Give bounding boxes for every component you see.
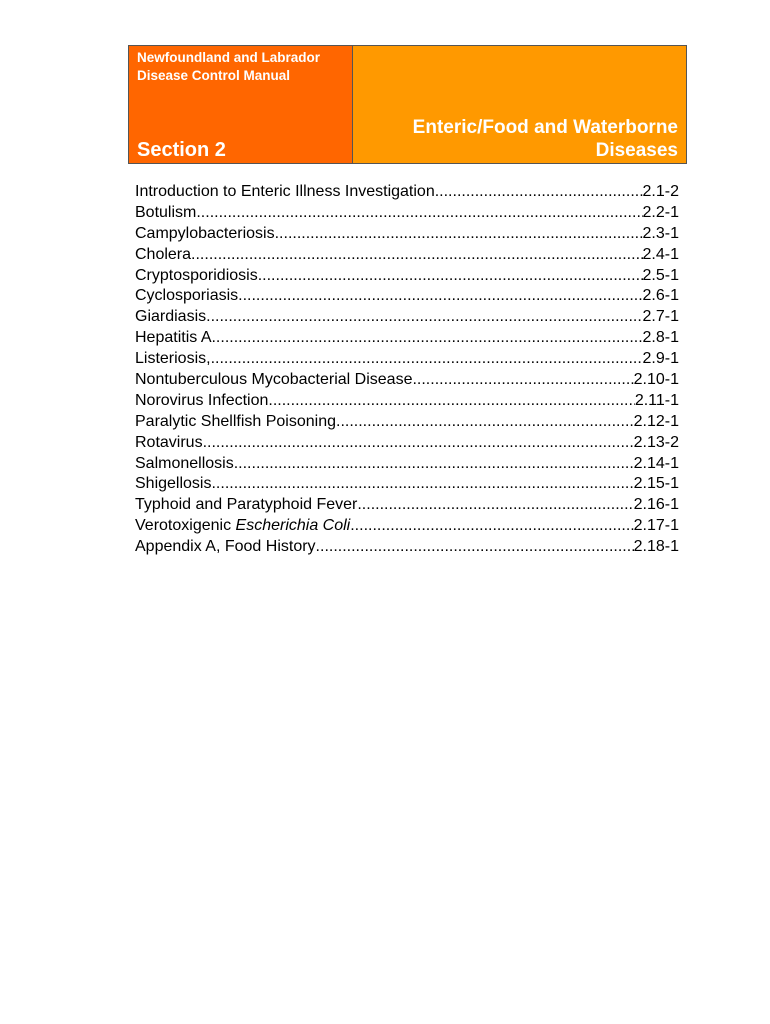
toc-entry[interactable] — [135, 454, 679, 475]
manual-title — [137, 49, 320, 85]
toc-dot-leader — [412, 370, 633, 391]
toc-entry-title-text: Nontuberculous Mycobacterial Disease — [135, 371, 413, 389]
toc-dot-leader — [203, 433, 634, 454]
toc-entry-title — [135, 349, 211, 370]
toc-entry-title-italic: Escherichia Coli — [235, 517, 351, 535]
toc-entry[interactable] — [135, 245, 679, 266]
toc-dot-leader — [211, 328, 642, 349]
toc-entry-title — [135, 182, 435, 203]
toc-entry[interactable] — [135, 266, 679, 287]
toc-entry-title — [135, 245, 191, 266]
toc-entry-title-text: Introduction to Enteric Illness Investigation — [135, 183, 435, 200]
toc-entry[interactable] — [135, 516, 679, 537]
toc-entry-page: 2.18-1 — [633, 538, 679, 556]
toc-dot-leader — [234, 454, 634, 475]
toc-entry-title — [135, 537, 316, 558]
toc-entry-title — [135, 495, 357, 516]
manual-title-line-1: Newfoundland and Labrador — [137, 50, 321, 65]
toc-entry-title-text: Listeriosis, — [135, 350, 211, 368]
section-number: Section 2 — [137, 139, 226, 161]
table-of-contents — [135, 182, 679, 558]
toc-entry-page: 2.9-1 — [642, 350, 679, 368]
toc-entry-page: 2.6-1 — [642, 287, 679, 305]
toc-entry-page: 2.4-1 — [642, 245, 679, 263]
toc-entry-title-text: Verotoxigenic — [135, 517, 232, 535]
toc-entry-page: 2.13-2 — [633, 433, 679, 451]
toc-entry-title — [135, 203, 196, 224]
toc-entry[interactable] — [135, 391, 679, 412]
section-header — [128, 45, 687, 164]
toc-entry[interactable] — [135, 182, 679, 203]
toc-entry-title — [135, 516, 350, 537]
toc-entry-page: 2.11-1 — [634, 391, 679, 409]
header-left-panel — [129, 46, 353, 163]
toc-entry[interactable] — [135, 412, 679, 433]
toc-entry-title — [135, 412, 336, 433]
toc-entry[interactable] — [135, 370, 679, 391]
toc-entry-title — [135, 307, 211, 328]
toc-entry-title-text: Campylobacteriosis — [135, 224, 275, 242]
toc-dot-leader — [211, 474, 633, 495]
toc-entry-page: 2.8-1 — [642, 329, 679, 347]
toc-entry[interactable] — [135, 537, 679, 558]
toc-dot-leader — [191, 245, 643, 266]
toc-dot-leader — [435, 182, 643, 203]
header-right-panel — [353, 46, 686, 163]
toc-entry-title-text: Norovirus Infection — [135, 391, 269, 409]
toc-entry-page: 2.3-1 — [642, 224, 679, 242]
toc-dot-leader — [275, 224, 643, 245]
toc-entry-title-text: Cryptosporidiosis — [135, 266, 258, 284]
toc-entry-title-text: Salmonellosis — [135, 454, 234, 472]
toc-entry-page: 2.7-1 — [642, 308, 679, 326]
toc-entry-title-text: Botulism — [135, 203, 197, 221]
toc-dot-leader — [238, 286, 642, 307]
toc-entry[interactable] — [135, 224, 679, 245]
toc-entry-page: 2.14-1 — [633, 454, 679, 472]
toc-entry-title — [135, 328, 211, 349]
toc-entry-title-text: Appendix A, Food History — [135, 538, 316, 556]
toc-entry-title-text: Cyclosporiasis — [135, 287, 239, 305]
toc-dot-leader — [268, 391, 634, 412]
toc-entry-page: 2.16-1 — [633, 496, 679, 514]
toc-entry-page: 2.17-1 — [633, 517, 679, 535]
toc-dot-leader — [258, 266, 643, 287]
section-title — [413, 116, 678, 162]
toc-dot-leader — [316, 537, 634, 558]
toc-dot-leader — [336, 412, 634, 433]
toc-entry[interactable] — [135, 433, 679, 454]
toc-entry-title — [135, 454, 234, 475]
section-title-line-2: Diseases — [595, 140, 678, 161]
toc-entry-title — [135, 370, 412, 391]
toc-dot-leader — [211, 307, 643, 328]
section-title-line-1: Enteric/Food and Waterborne — [412, 117, 678, 138]
toc-entry-page: 2.2-1 — [642, 203, 679, 221]
toc-entry-title-text: Rotavirus — [135, 433, 203, 451]
toc-entry[interactable] — [135, 495, 679, 516]
toc-entry-page: 2.12-1 — [633, 412, 679, 430]
toc-entry-page: 2.5-1 — [642, 266, 679, 284]
toc-entry-title — [135, 474, 211, 495]
toc-entry[interactable] — [135, 286, 679, 307]
toc-entry-title — [135, 266, 258, 287]
toc-entry-title — [135, 391, 268, 412]
toc-entry[interactable] — [135, 349, 679, 370]
toc-dot-leader — [196, 203, 642, 224]
toc-entry-title — [135, 433, 203, 454]
toc-entry-title-text: Giardiasis. — [135, 308, 211, 326]
toc-entry-title — [135, 286, 238, 307]
toc-entry-title — [135, 224, 275, 245]
toc-dot-leader — [211, 349, 643, 370]
toc-entry-title-text: Shigellosis — [135, 475, 212, 493]
manual-title-line-2: Disease Control Manual — [137, 68, 291, 83]
toc-entry-page: 2.15-1 — [633, 475, 679, 493]
toc-dot-leader — [357, 495, 633, 516]
toc-dot-leader — [350, 516, 633, 537]
toc-entry-page: 2.10-1 — [633, 371, 679, 389]
toc-entry[interactable] — [135, 203, 679, 224]
toc-entry-title-text: Hepatitis A — [135, 329, 212, 347]
toc-entry-title-text: Typhoid and Paratyphoid Fever — [135, 496, 358, 514]
toc-entry-page: 2.1-2 — [642, 183, 679, 200]
toc-entry[interactable] — [135, 474, 679, 495]
toc-entry-title-text: Paralytic Shellfish Poisoning — [135, 412, 336, 430]
toc-entry[interactable] — [135, 328, 679, 349]
toc-entry-title-text: Cholera — [135, 245, 192, 263]
toc-entry[interactable] — [135, 307, 679, 328]
